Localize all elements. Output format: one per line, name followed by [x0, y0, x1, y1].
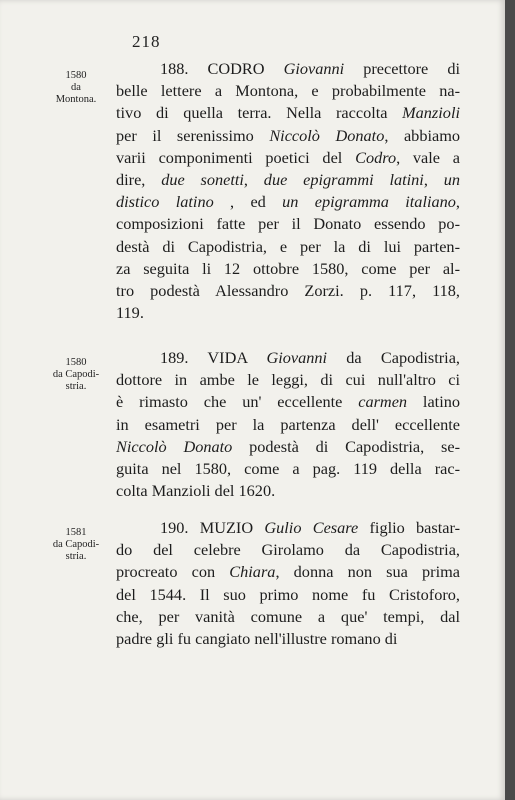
text-segment: destà di Capodistria, e per la di lui parten-	[116, 236, 460, 256]
text-segment: da Capodistria,	[327, 348, 460, 367]
entry-paragraph	[116, 517, 460, 650]
text-line	[116, 280, 460, 302]
margin-note-line: 1580	[65, 70, 87, 81]
entry-paragraph	[116, 58, 460, 324]
margin-note-line: 1580	[65, 357, 87, 368]
text-line	[116, 302, 460, 324]
text-segment: , donna non sua prima	[275, 562, 460, 582]
text-segment: dire,	[116, 170, 162, 190]
text-line	[116, 539, 460, 561]
text-segment: za seguita li 12 ottobre 1580, come per al-	[116, 258, 460, 278]
text-segment: ,	[455, 192, 460, 212]
text-segment: procreato con	[116, 562, 230, 582]
entry-paragraph	[116, 347, 460, 502]
italic-text: Chiara	[229, 562, 276, 582]
text-line	[116, 191, 460, 213]
text-segment: che, per vanità comune a que' tempi, dal	[116, 606, 460, 626]
page-number: 218	[132, 32, 161, 51]
text-line	[116, 606, 460, 628]
text-segment: latino	[407, 392, 460, 412]
text-segment: tivo di quella terra. Nella raccolta	[116, 103, 403, 123]
italic-text: Codro	[355, 147, 397, 167]
margin-note-line: da Capodi-	[52, 369, 100, 380]
text-line	[116, 147, 460, 169]
margin-note-line: stria.	[65, 551, 87, 562]
italic-text: due sonetti	[161, 170, 244, 190]
text-segment: 190. MUZIO	[160, 518, 265, 537]
italic-text: Giovanni	[266, 348, 328, 367]
text-segment: del 1544. Il suo primo nome fu Cristoforo,	[116, 584, 460, 604]
text-segment: in esametri per la partenza dell' eccellente	[116, 414, 460, 434]
text-segment: ,	[243, 170, 264, 190]
text-line	[116, 628, 460, 650]
italic-text: due epigrammi latini	[263, 170, 424, 190]
margin-note-line: da	[71, 82, 81, 93]
italic-text: un	[443, 170, 460, 190]
italic-text: carmen	[358, 392, 408, 412]
text-line	[116, 414, 460, 436]
text-segment: , vale a	[396, 147, 460, 167]
text-line	[116, 458, 460, 480]
text-line	[116, 369, 460, 391]
text-segment: figlio bastar-	[358, 518, 461, 537]
text-line	[116, 58, 460, 80]
text-segment: varii componimenti poetici del	[116, 147, 356, 167]
italic-text: Gulio Cesare	[264, 518, 359, 537]
text-segment: 188. CODRO	[160, 59, 284, 78]
text-line	[116, 169, 460, 191]
italic-text: un epigramma italiano	[282, 192, 456, 212]
text-line	[116, 125, 460, 147]
text-line	[116, 480, 460, 502]
text-line	[116, 347, 460, 369]
margin-note-line: Montona.	[55, 94, 97, 105]
italic-text: Manzioli	[402, 103, 460, 123]
text-line	[116, 584, 460, 606]
margin-note-line: stria.	[65, 381, 87, 392]
text-line	[116, 436, 460, 458]
text-segment: dottore in ambe le leggi, di cui null'altro ci	[116, 370, 460, 390]
text-segment: tro podestà Alessandro Zorzi. p. 117, 118,	[116, 281, 460, 301]
text-segment: podestà di Capodistria, se-	[232, 436, 461, 456]
margin-note-line: 1581	[65, 527, 87, 538]
italic-text: Niccolò Donato	[269, 125, 385, 145]
text-line	[116, 102, 460, 124]
text-segment: precettore di	[344, 59, 460, 78]
text-segment: per il serenissimo	[116, 125, 270, 145]
italic-text: Giovanni	[283, 59, 345, 78]
text-segment: ,	[423, 170, 444, 190]
text-segment: 119.	[116, 303, 144, 323]
margin-note-line: da Capodi-	[52, 539, 100, 550]
text-segment: 189. VIDA	[160, 348, 267, 367]
text-segment: , ed	[213, 192, 283, 212]
text-segment: colta Manzioli del 1620.	[116, 481, 276, 501]
text-segment: , abbiamo	[384, 125, 461, 145]
text-segment: belle lettere a Montona, e probabilmente na-	[116, 81, 460, 101]
text-line	[116, 213, 460, 235]
text-line	[116, 80, 460, 102]
italic-text: Niccolò Donato	[116, 436, 233, 456]
margin-note	[42, 70, 110, 106]
text-segment: è rimasto che un' eccellente	[116, 392, 359, 412]
text-line	[116, 236, 460, 258]
italic-text: distico latino	[116, 192, 214, 212]
text-segment: guita nel 1580, come a pag. 119 della rac-	[116, 459, 460, 479]
text-line	[116, 517, 460, 539]
text-line	[116, 391, 460, 413]
text-line	[116, 561, 460, 583]
text-segment: composizioni fatte per il Donato essendo po-	[116, 214, 460, 234]
text-segment: do del celebre Girolamo da Capodistria,	[116, 540, 460, 560]
margin-note	[42, 357, 110, 393]
text-line	[116, 258, 460, 280]
text-segment: padre gli fu cangiato nell'illustre romano di	[116, 629, 398, 649]
margin-note	[42, 527, 110, 563]
